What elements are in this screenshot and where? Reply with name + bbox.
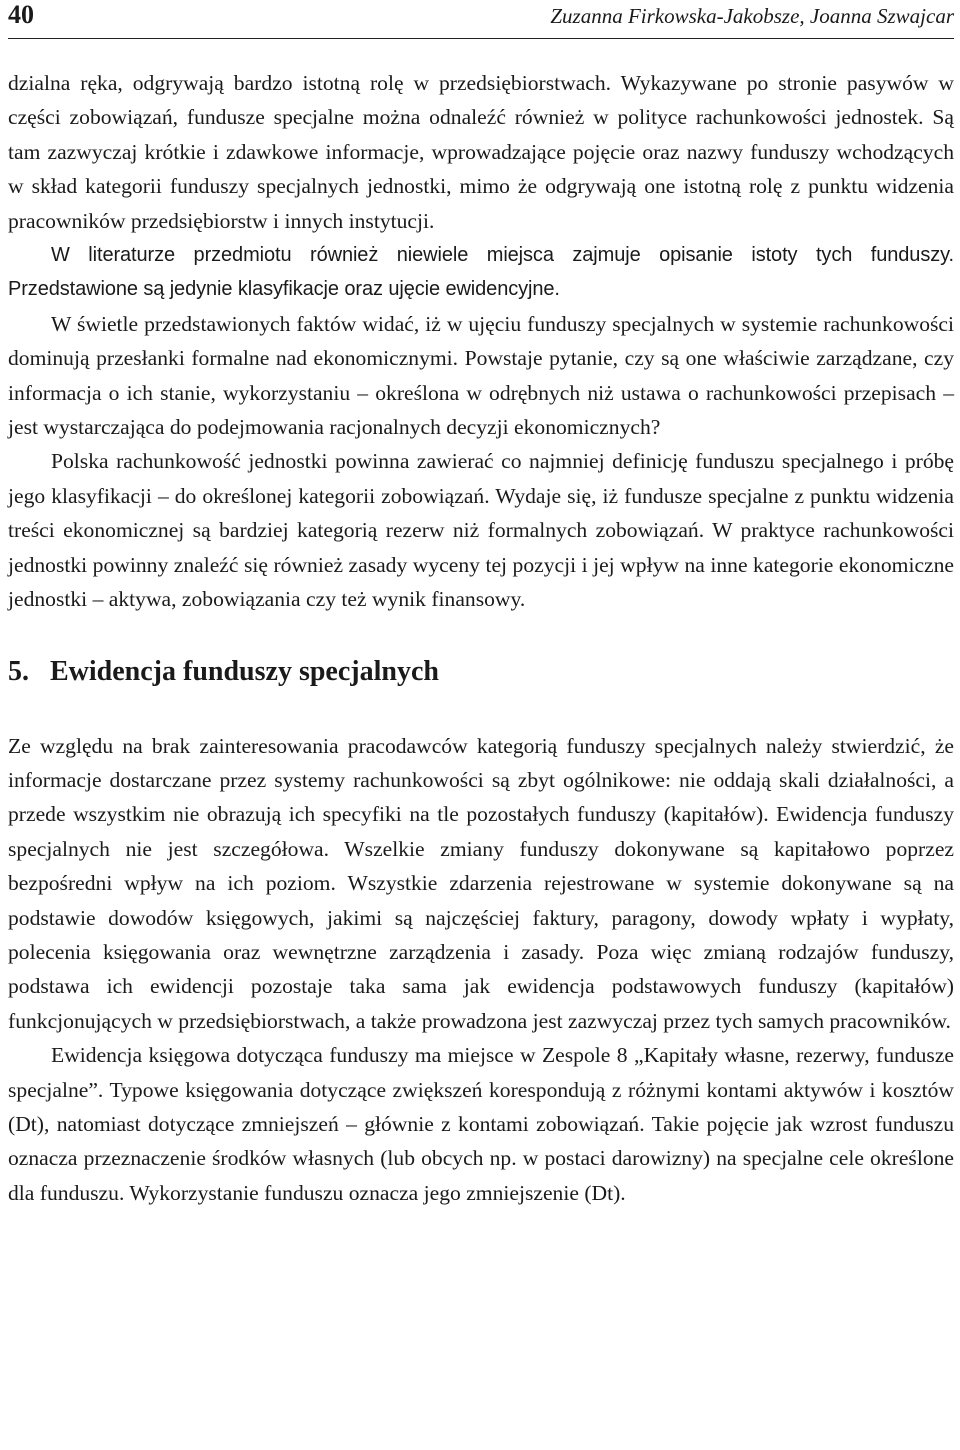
section-number: 5. [8,655,29,687]
paragraph: Ewidencja księgowa dotycząca funduszy ma miejsce w Zespole 8 „Kapitały własne, rezerwy, fundusze specjalne”. Typowe księgowania dotyczące zwiększeń korespondują z różnymi kontami aktywów i kosztów (Dt), natomiast dotyczące zmniejszeń – głównie z kontami zobowiązań. Takie pojęcie jak wzrost funduszu oznacza przeznaczenie środków własnych (lub obcych np. w postaci darowizny) na specjalne cele określone dla funduszu. Wykorzystanie funduszu oznacza jego zmniejszenie (Dt). [8,1043,954,1205]
paragraph: W literaturze przedmiotu również niewiele miejsca zajmuje opisanie istoty tych funduszy. Przedstawione są jedynie klasyfikacje oraz ujęcie ewidencyjne. [8,244,954,301]
paragraph: Ze względu na brak zainteresowania pracodawców kategorią funduszy specjalnych należy stwierdzić, że informacje dostarczane przez systemy rachunkowości są zbyt ogólnikowe: nie oddają skali działalności, a przede wszystkim nie obrazują ich specyfiki na tle pozostałych funduszy (kapitałów). Ewidencja funduszy specjalnych nie jest szczegółowa. Wszelkie zmiany funduszy dokonywane są kapitałowo poprzez bezpośredni wpływ na ich poziom. Wszystkie zdarzenia rejestrowane w systemie dokonywane są na podstawie dowodów księgowych, jakimi są najczęściej faktury, paragony, dowody wpłaty i wypłaty, polecenia księgowania oraz wewnętrzne zarządzenia i zasady. Poza więc zmianą rodzajów funduszy, podstawa ich ewidencji pozostaje taka sama jak ewidencja podstawowych funduszy (kapitałów) funkcjonujących w przedsiębiorstwach, a także prowadzona jest zazwyczaj przez tych samych pracowników. [8,733,954,1033]
running-header [8,0,954,39]
section-heading [8,655,954,689]
section-title: Ewidencja funduszy specjalnych [50,655,439,687]
page-number: 40 [8,0,34,29]
document-page [8,0,954,1450]
running-header-authors: Zuzanna Firkowska-Jakobsze, Joanna Szwajcar [550,4,954,28]
paragraph: W świetle przedstawionych faktów widać, iż w ujęciu funduszy specjalnych w systemie rachunkowości dominują przesłanki formalne nad ekonomicznymi. Powstaje pytanie, czy są one właściwie zarządzane, czy informacja o ich stanie, wykorzystaniu – określona w odrębnych niż ustawa o rachunkowości przepisach – jest wystarczająca do podejmowania racjonalnych decyzji ekonomicznych? [8,311,954,440]
body-text [8,66,954,1210]
paragraph: dzialna ręka, odgrywają bardzo istotną rolę w przedsiębiorstwach. Wykazywane po stronie pasywów w części zobowiązań, fundusze specjalne można odnaleźć również w polityce rachunkowości jednostek. Są tam zazwyczaj krótkie i zdawkowe informacje, wprowadzające pojęcie oraz nazwy funduszy wchodzących w skład kategorii funduszy specjalnych jednostki, mimo że odgrywają one istotną rolę z punktu widzenia pracowników przedsiębiorstw i innych instytucji. [8,71,954,233]
paragraph: Polska rachunkowość jednostki powinna zawierać co najmniej definicję funduszu specjalnego i próbę jego klasyfikacji – do określonej kategorii zobowiązań. Wydaje się, iż fundusze specjalne z punktu widzenia treści ekonomicznej są bardziej kategorią rezerw niż formalnych zobowiązań. W praktyce rachunkowości jednostki powinny znaleźć się również zasady wyceny tej pozycji i jej wpływ na inne kategorie ekonomiczne jednostki – aktywa, zobowiązania czy też wynik finansowy. [8,449,954,612]
